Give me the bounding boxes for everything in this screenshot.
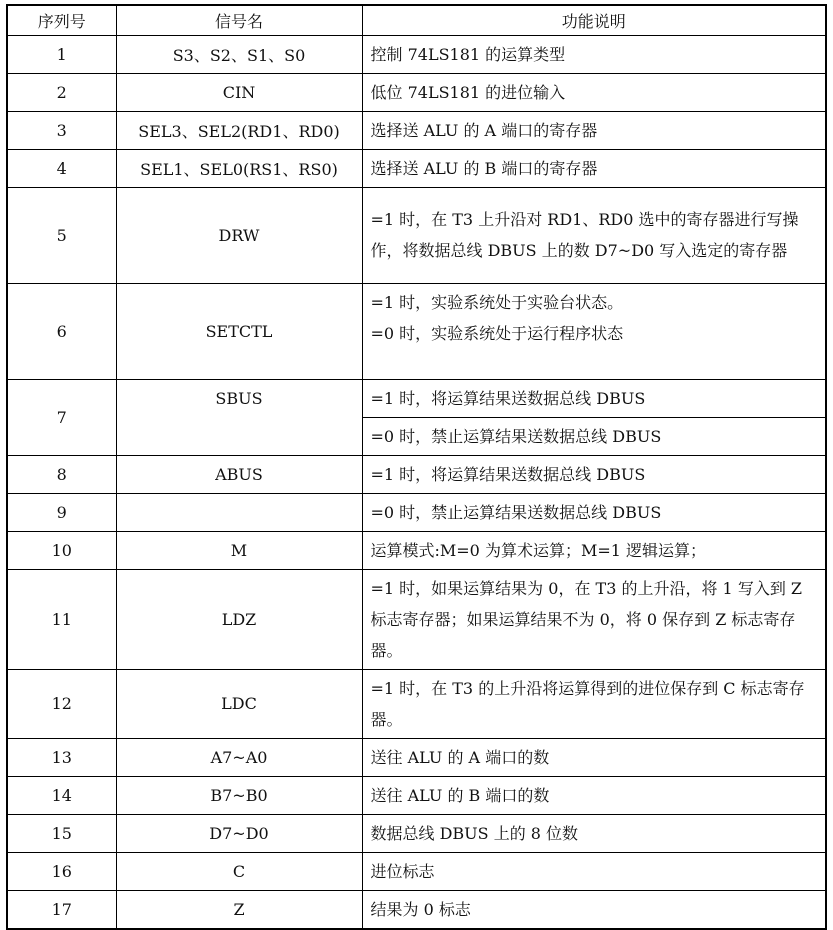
row-desc: =0 时，禁止运算结果送数据总线 DBUS <box>362 493 826 531</box>
row-signal: SETCTL <box>116 283 362 379</box>
table-header-row <box>7 5 826 35</box>
row-num: 3 <box>7 111 116 149</box>
row-num: 13 <box>7 738 116 776</box>
row-desc: =1 时，如果运算结果为 0，在 T3 的上升沿，将 1 写入到 Z 标志寄存器；如果运算结果不为 0，将 0 保存到 Z 标志寄存器。 <box>362 569 826 669</box>
table-row <box>7 35 826 73</box>
signal-table <box>6 4 827 930</box>
table-row <box>7 852 826 890</box>
row-desc: 选择送 ALU 的 A 端口的寄存器 <box>362 111 826 149</box>
row-num: 4 <box>7 149 116 187</box>
row-desc: 送往 ALU 的 A 端口的数 <box>362 738 826 776</box>
row-desc: 低位 74LS181 的进位输入 <box>362 73 826 111</box>
header-num: 序列号 <box>7 5 116 35</box>
row-signal: M <box>116 531 362 569</box>
row-desc <box>362 283 826 379</box>
row-num: 15 <box>7 814 116 852</box>
table-row <box>7 417 826 455</box>
table-row <box>7 814 826 852</box>
table-row <box>7 531 826 569</box>
row-desc: =1 时，将运算结果送数据总线 DBUS <box>362 455 826 493</box>
row-signal: DRW <box>116 187 362 283</box>
row-num: 14 <box>7 776 116 814</box>
header-desc: 功能说明 <box>362 5 826 35</box>
table-row <box>7 493 826 531</box>
row-signal: CIN <box>116 73 362 111</box>
row-desc: 数据总线 DBUS 上的 8 位数 <box>362 814 826 852</box>
row-signal: B7~B0 <box>116 776 362 814</box>
row-signal <box>116 493 362 531</box>
row-num: 11 <box>7 569 116 669</box>
row-signal: LDZ <box>116 569 362 669</box>
row-num: 16 <box>7 852 116 890</box>
table-row <box>7 669 826 738</box>
row-desc: 选择送 ALU 的 B 端口的寄存器 <box>362 149 826 187</box>
table-row <box>7 111 826 149</box>
row-signal: A7~A0 <box>116 738 362 776</box>
row-desc: =1 时，在 T3 上升沿对 RD1、RD0 选中的寄存器进行写操作，将数据总线 DBUS 上的数 D7~D0 写入选定的寄存器 <box>362 187 826 283</box>
row-signal: SEL3、SEL2(RD1、RD0) <box>116 111 362 149</box>
row-signal: ABUS <box>116 455 362 493</box>
row-signal: D7~D0 <box>116 814 362 852</box>
row-desc: =1 时，将运算结果送数据总线 DBUS <box>362 379 826 417</box>
row-signal: C <box>116 852 362 890</box>
row-signal: SEL1、SEL0(RS1、RS0) <box>116 149 362 187</box>
row-signal: S3、S2、S1、S0 <box>116 35 362 73</box>
row-desc: =0 时，禁止运算结果送数据总线 DBUS <box>362 417 826 455</box>
table-row <box>7 149 826 187</box>
row-desc: 送往 ALU 的 B 端口的数 <box>362 776 826 814</box>
table-row <box>7 73 826 111</box>
row-desc: 运算模式:M=0 为算术运算；M=1 逻辑运算； <box>362 531 826 569</box>
table-row <box>7 569 826 669</box>
row-desc: 进位标志 <box>362 852 826 890</box>
table-row <box>7 379 826 417</box>
table-row <box>7 738 826 776</box>
desc-line: =1 时，实验系统处于实验台状态。 <box>370 292 624 312</box>
row-signal: Z <box>116 890 362 929</box>
row-num: 12 <box>7 669 116 738</box>
table-row <box>7 283 826 379</box>
table-row <box>7 187 826 283</box>
row-num: 10 <box>7 531 116 569</box>
row-signal: LDC <box>116 669 362 738</box>
row-num: 2 <box>7 73 116 111</box>
table-row <box>7 455 826 493</box>
row-num: 8 <box>7 455 116 493</box>
row-signal: SBUS <box>116 379 362 417</box>
row-desc: =1 时，在 T3 的上升沿将运算得到的进位保存到 C 标志寄存器。 <box>362 669 826 738</box>
row-num: 5 <box>7 187 116 283</box>
header-signal: 信号名 <box>116 5 362 35</box>
table-row <box>7 776 826 814</box>
row-desc: 控制 74LS181 的运算类型 <box>362 35 826 73</box>
row-num: 1 <box>7 35 116 73</box>
table-row <box>7 890 826 929</box>
row-num: 7 <box>7 379 116 455</box>
desc-line: =0 时，实验系统处于运行程序状态 <box>370 323 624 343</box>
row-desc: 结果为 0 标志 <box>362 890 826 929</box>
row-num: 9 <box>7 493 116 531</box>
row-num: 17 <box>7 890 116 929</box>
row-num: 6 <box>7 283 116 379</box>
row-signal-empty <box>116 417 362 455</box>
